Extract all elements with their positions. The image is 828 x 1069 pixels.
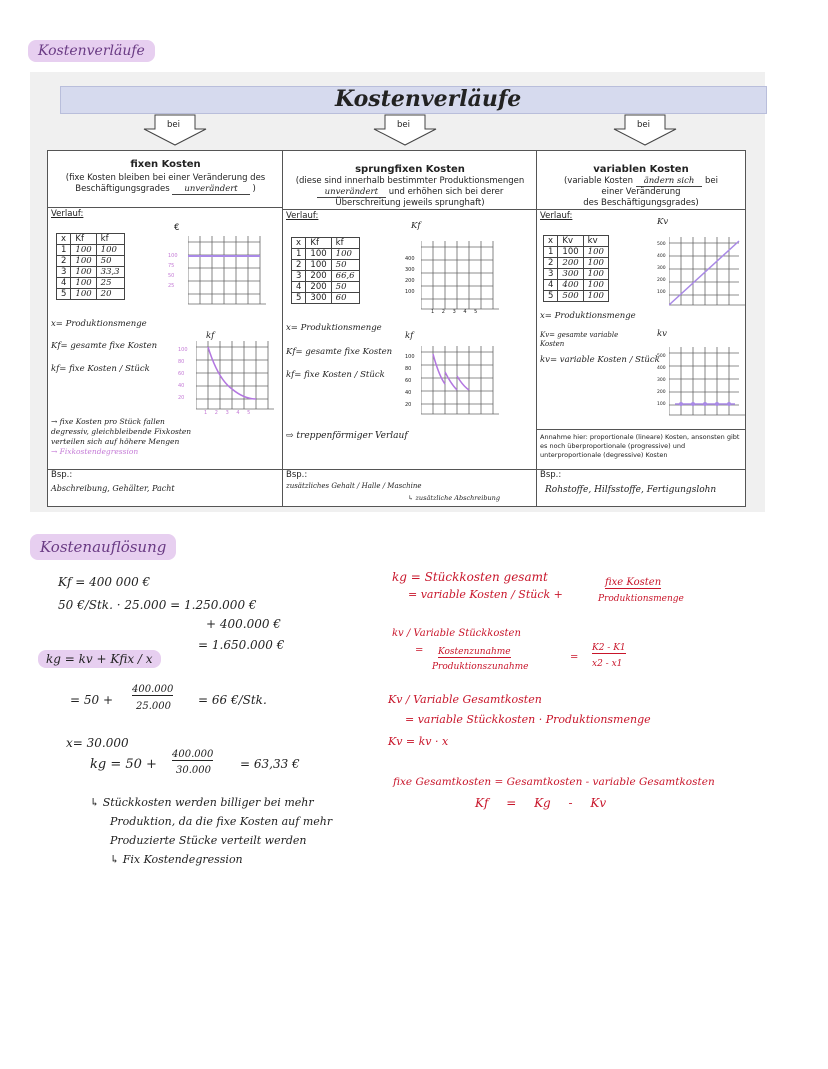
chart-variable-total	[669, 237, 747, 307]
calc-line7den: 30.000	[176, 765, 211, 776]
chart-fixe-unit	[196, 341, 276, 411]
calc-notes: ↳ Stückkosten werden billiger bei mehr Produktion, da die fixe Kosten auf mehr Produzierte Stücke verteilt werden ↳ Fix Kostendegression	[90, 796, 333, 866]
annahme-text: Annahme hier: proportionale (lineare) Kosten, ansonsten gibt es noch überproportionale (progressive) und unterproportionale (degressive) Kosten	[540, 433, 740, 459]
calc-kf: Kf = 400 000 €	[58, 575, 151, 589]
bsp-text: Rohstoffe, Hilfsstoffe, Fertigungslohn	[545, 485, 717, 495]
col-desc2: unverändert und erhöhen sich bei derer	[283, 187, 537, 198]
axis-kf: kf	[206, 331, 215, 341]
axis-kf: kf	[405, 331, 414, 341]
arrow-down-icon	[370, 113, 440, 147]
sheet-title: Kostenverläufe	[335, 86, 522, 112]
notes-fixe: → fixe Kosten pro Stück fallen degressiv, gleichbleibende Fixkosten verteilen sich auf höhere Mengen → Fixkostendegression	[51, 417, 192, 456]
x-def: x= Produktionsmenge	[286, 323, 382, 333]
kf-def: kf= fixe Kosten / Stück	[51, 364, 150, 374]
bsp-text: Abschreibung, Gehälter, Pacht	[51, 484, 175, 493]
arrow-down-icon	[610, 113, 680, 147]
arrow-label-3: bei	[637, 120, 650, 130]
col-title: fixen Kosten	[130, 159, 201, 170]
calc-line7a: kg = 50 +	[90, 757, 157, 772]
verlauf-label: Verlauf:	[51, 209, 84, 219]
calc-line3: + 400.000 €	[206, 617, 281, 631]
bsp-text2: ↳ zusätzliche Abschreibung	[408, 494, 501, 502]
verlauf-label: Verlauf:	[286, 211, 319, 221]
calc-line7num: 400.000	[172, 749, 214, 760]
calc-line5a: = 50 +	[70, 693, 114, 707]
x-def: x= Produktionsmenge	[540, 311, 636, 321]
kg-num: fixe Kosten	[605, 577, 662, 588]
verlauf-label: Verlauf:	[540, 211, 573, 221]
chart2-x: 1 2 3 4 5	[204, 410, 251, 416]
kv-title: kv / Variable Stückkosten	[392, 628, 521, 639]
chart2-y: 500 400 300 200 100	[657, 354, 666, 407]
Kv-eq2: Kv = kv · x	[388, 735, 449, 748]
calc-line2: 50 €/Stk. · 25.000 = 1.250.000 €	[58, 598, 257, 612]
chart1-y: 400 300 200 100	[405, 256, 415, 295]
col-desc1: (fixe Kosten bleiben bei einer Veränderung des	[65, 173, 266, 183]
heading-kostenverlaeufe: Kostenverläufe	[28, 40, 155, 62]
Kv-title: Kv / Variable Gesamtkosten	[388, 693, 542, 706]
column-fixe-kosten	[47, 150, 284, 507]
fix-title: fixe Gesamtkosten = Gesamtkosten - variable Gesamtkosten	[393, 776, 715, 788]
col-desc2: Beschäftigungsgrades unverändert )	[75, 184, 256, 194]
chart-variable-unit	[669, 347, 747, 417]
col-desc2: einer Veränderung	[601, 187, 681, 197]
chart-sprung-unit	[421, 346, 501, 416]
bsp-text: zusätzliches Gehalt / Halle / Maschine	[286, 482, 422, 490]
note-sprung: ⇨ treppenförmiger Verlauf	[286, 431, 408, 441]
col-title: sprungfixen Kosten	[355, 164, 465, 175]
kv-num: Kostenzunahme	[438, 647, 511, 657]
axis-kv: kv	[657, 329, 667, 339]
axis-Kf: Kf	[411, 221, 421, 231]
calc-line5den: 25.000	[136, 701, 171, 712]
col-desc3: des Beschäftigungsgrades)	[583, 198, 699, 208]
bsp-label: Bsp.:	[540, 470, 562, 480]
arrow-down-icon	[140, 113, 210, 147]
table-fixe: x Kf kf 1 100 100 2 100 50 3 100 33,3 4 100 25 5 100 20	[56, 233, 125, 300]
kv-eq2: =	[570, 652, 579, 663]
calc-x: x= 30.000	[66, 736, 129, 750]
bsp-label: Bsp.:	[51, 470, 73, 480]
heading-kostenaufloesung: Kostenauflösung	[30, 534, 176, 560]
kv-def: kv= variable Kosten / Stück	[540, 355, 660, 365]
col-desc1: (diese sind innerhalb bestimmter Produktionsmengen	[295, 176, 525, 186]
kv-eq: =	[415, 645, 424, 656]
chart1-y: 100 75 50 25	[168, 253, 178, 289]
x-def: x= Produktionsmenge	[51, 319, 147, 329]
Kv-eq: = variable Stückkosten · Produktionsmenge	[405, 713, 651, 726]
kf-def: kf= fixe Kosten / Stück	[286, 370, 385, 380]
col-title: variablen Kosten	[593, 164, 689, 175]
col-desc3: Überschreitung jeweils sprunghaft)	[335, 198, 485, 208]
column-variable-kosten	[536, 150, 746, 507]
chart2-y: 100 80 60 40 20	[405, 354, 415, 408]
kv-den: Produktionszunahme	[432, 662, 529, 672]
bsp-label: Bsp.:	[286, 470, 308, 480]
chart1-x: 1 2 3 4 5	[431, 309, 478, 315]
table-variable: x Kv kv 1 100 100 2 200 100 3 300 100 4 400 100 5 500 100	[543, 235, 609, 302]
Kf-def: Kf= gesamte fixe Kosten	[51, 341, 158, 351]
Kf-def: Kf= gesamte fixe Kosten	[286, 347, 393, 357]
axis-Kv: Kv	[657, 217, 669, 227]
kv-den2: x2 - x1	[592, 659, 623, 669]
kg-den: Produktionsmenge	[598, 594, 684, 604]
axis-euro: €	[174, 223, 180, 233]
calc-line5num: 400.000	[132, 684, 174, 695]
Kv-def: Kv= gesamte variable Kosten	[540, 331, 619, 348]
column-sprungfixe-kosten	[282, 150, 538, 507]
chart1-y: 500 400 300 200 100	[657, 242, 666, 295]
kg-formula: kg = kv + Kfix / x	[38, 650, 161, 668]
chart2-y: 100 80 60 40 20	[178, 347, 188, 401]
table-sprungfixe: x Kf kf 1 100 100 2 100 50 3 200 66,6 4 200 50 5 300 60	[291, 237, 360, 304]
chart-fixe-total	[188, 236, 268, 306]
arrow-label-1: bei	[167, 120, 180, 130]
col-desc1: (variable Kosten ändern sich bei	[563, 176, 719, 186]
arrow-label-2: bei	[397, 120, 410, 130]
calc-line7b: = 63,33 €	[240, 757, 300, 771]
fix-eq: Kf = Kg - Kv	[475, 796, 607, 810]
chart-sprung-total	[421, 241, 501, 311]
kv-num2: K2 - K1	[592, 643, 626, 653]
calc-line5b: = 66 €/Stk.	[198, 693, 267, 707]
kg-eq: = variable Kosten / Stück +	[408, 588, 563, 601]
calc-line4: = 1.650.000 €	[198, 638, 285, 652]
kg-label: kg = Stückkosten gesamt	[392, 570, 548, 584]
